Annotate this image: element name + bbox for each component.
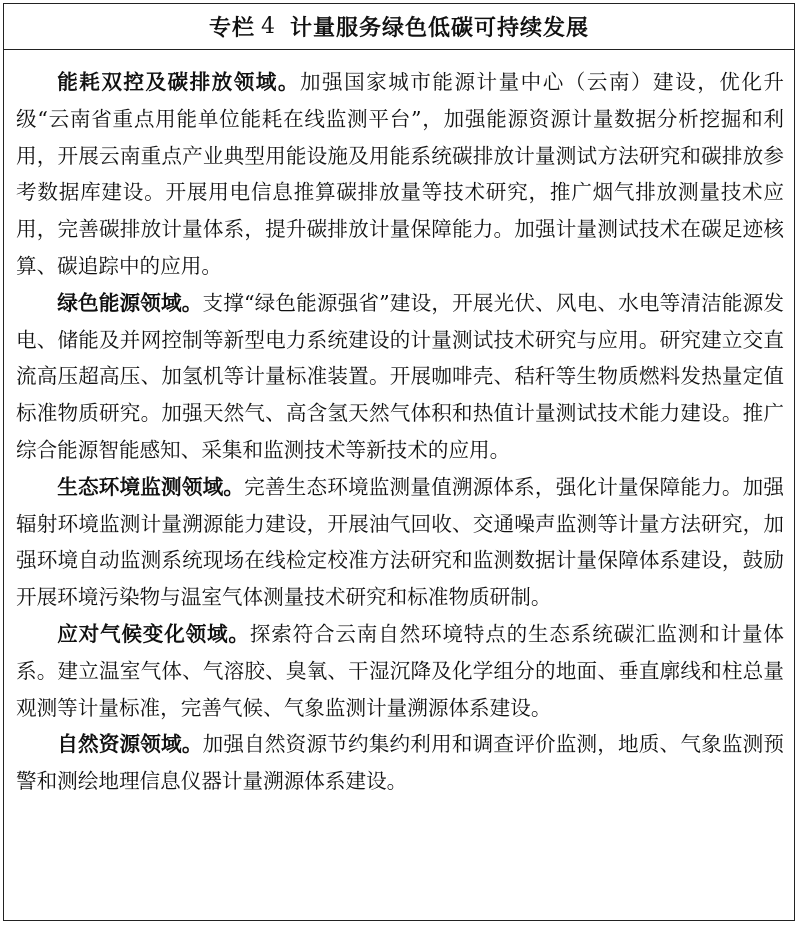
paragraph-body: 探索符合云南自然环境特点的生态系统碳汇监测和计量体系。建立温室气体、气溶胶、臭氧、干湿沉降及化学组分的地面、垂直廓线和柱总量观测等计量标准，完善气候、气象监测计量溯源体系建设。 [16,621,785,720]
paragraph-eco-monitoring [16,469,784,616]
paragraph-lead: 绿色能源领域。 [57,290,203,315]
box-title-prefix: 专栏 [208,16,255,41]
paragraph-lead: 生态环境监测领域。 [57,474,245,499]
paragraph-climate [16,616,784,726]
box-title-number: 4 [261,14,276,39]
paragraph-body: 完善生态环境监测量值溯源体系，强化计量保障能力。加强辐射环境监测计量溯源能力建设，开展油气回收、交通噪声监测等计量方法研究，加强环境自动监测系统现场在线检定校准方法研究和监测数据计量保障体系建设，鼓励开展环境污染物与温室气体测量技术研究和标准物质研制。 [16,474,785,610]
box-content [4,50,794,800]
box-title-text: 计量服务绿色低碳可持续发展 [290,16,590,41]
paragraph-body: 支撑“绿色能源强省”建设，开展光伏、风电、水电等清洁能源发电、储能及并网控制等新型电力系统建设的计量测试技术研究与应用。研究建立交直流高压超高压、加氢机等计量标准装置。开展咖啡壳、秸秆等生物质燃料发热量定值标准物质研究。加强天然气、高含氢天然气体积和热值计量测试技术能力建设。推广综合能源智能感知、采集和监测技术等新技术的应用。 [16,290,785,462]
paragraph-body: 加强国家城市能源计量中心（云南）建设，优化升级“云南省重点用能单位能耗在线监测平台”，加强能源资源计量数据分析挖掘和利用，开展云南重点产业典型用能设施及用能系统碳排放计量测试方法研究和碳排放参考数据库建设。开展用电信息推算碳排放量等技术研究，推广烟气排放测量技术应用，完善碳排放计量体系，提升碳排放计量保障能力。加强计量测试技术在碳足迹核算、碳追踪中的应用。 [16,70,785,278]
paragraph-lead: 能耗双控及碳排放领域。 [57,70,300,94]
feature-box [3,3,795,921]
paragraph-natural-resources [16,726,784,800]
paragraph-body: 加强自然资源节约集约利用和调查评价监测，地质、气象监测预警和测绘地理信息仪器计量溯源体系建设。 [16,732,785,794]
paragraph-lead: 应对气候变化领域。 [57,621,250,646]
paragraph-energy-carbon [16,64,784,285]
paragraph-green-energy [16,285,784,469]
paragraph-lead: 自然资源领域。 [57,732,203,757]
box-title [4,4,794,50]
